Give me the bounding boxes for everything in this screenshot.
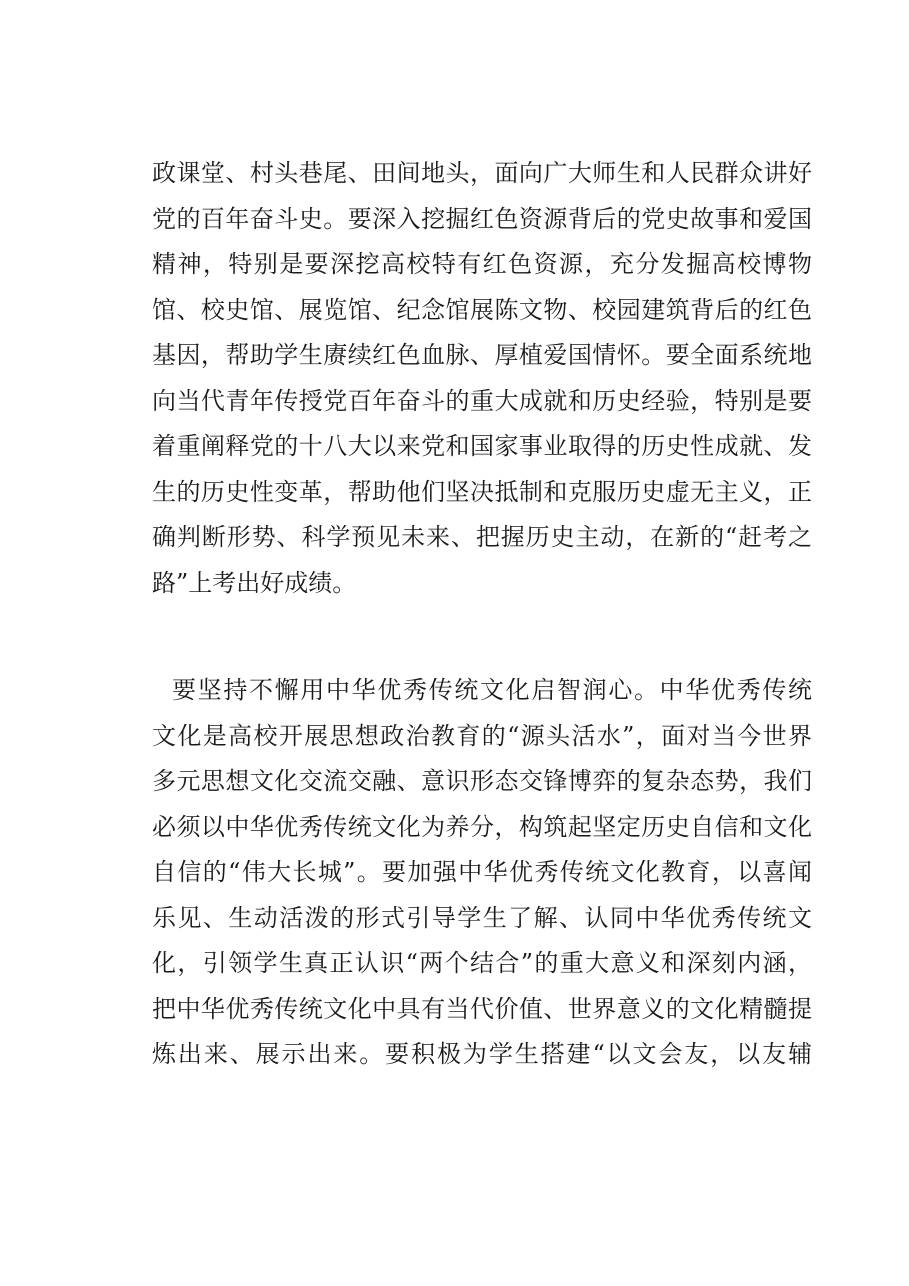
paragraph-line: 路”上考出好成绩。 (152, 568, 357, 597)
paragraph-line: 党的百年奋斗史。要深入挖掘红色资源背后的党史故事和爱国 (152, 204, 812, 233)
paragraph-line: 馆、校史馆、展览馆、纪念馆展陈文物、校园建筑背后的红色 (152, 295, 812, 324)
paragraph-line: 生的历史性变革，帮助他们坚决抵制和克服历史虚无主义，正 (152, 477, 812, 506)
paragraph-line: 文化是高校开展思想政治教育的“源头活水”，面对当今世界 (152, 721, 812, 750)
paragraph-line: 基因，帮助学生赓续红色血脉、厚植爱国情怀。要全面系统地 (152, 341, 812, 369)
paragraph-line: 向当代青年传授党百年奋斗的重大成就和历史经验，特别是要 (152, 386, 812, 415)
paragraph-line: 必须以中华优秀传统文化为养分，构筑起坚定历史自信和文化 (152, 812, 812, 841)
paragraph-line: 化，引领学生真正认识“两个结合”的重大意义和深刻内涵， (152, 949, 812, 977)
paragraph-1 (152, 151, 812, 606)
paragraph-line: 政课堂、村头巷尾、田间地头，面向广大师生和人民群众讲好 (152, 159, 812, 187)
paragraph-line: 自信的“伟大长城”。要加强中华优秀传统文化教育，以喜闻 (152, 858, 812, 886)
paragraph-line: 着重阐释党的十八大以来党和国家事业取得的历史性成就、发 (152, 432, 812, 460)
paragraph-line: 多元思想文化交流交融、意识形态交锋博弈的复杂态势，我们 (152, 767, 812, 795)
paragraph-line: 乐见、生动活泼的形式引导学生了解、认同中华优秀传统文 (152, 903, 812, 932)
paragraph-2 (152, 668, 812, 1078)
paragraph-line: 确判断形势、科学预见未来、把握历史主动，在新的“赶考之 (152, 523, 812, 551)
paragraph-line: 炼出来、展示出来。要积极为学生搭建“以文会友，以友辅 (152, 1040, 812, 1068)
paragraph-line: 精神，特别是要深挖高校特有红色资源，充分发掘高校博物 (152, 250, 812, 278)
paragraph-line: 要坚持不懈用中华优秀传统文化启智润心。中华优秀传统 (172, 676, 812, 704)
paragraph-line: 把中华优秀传统文化中具有当代价值、世界意义的文化精髓提 (152, 994, 812, 1023)
